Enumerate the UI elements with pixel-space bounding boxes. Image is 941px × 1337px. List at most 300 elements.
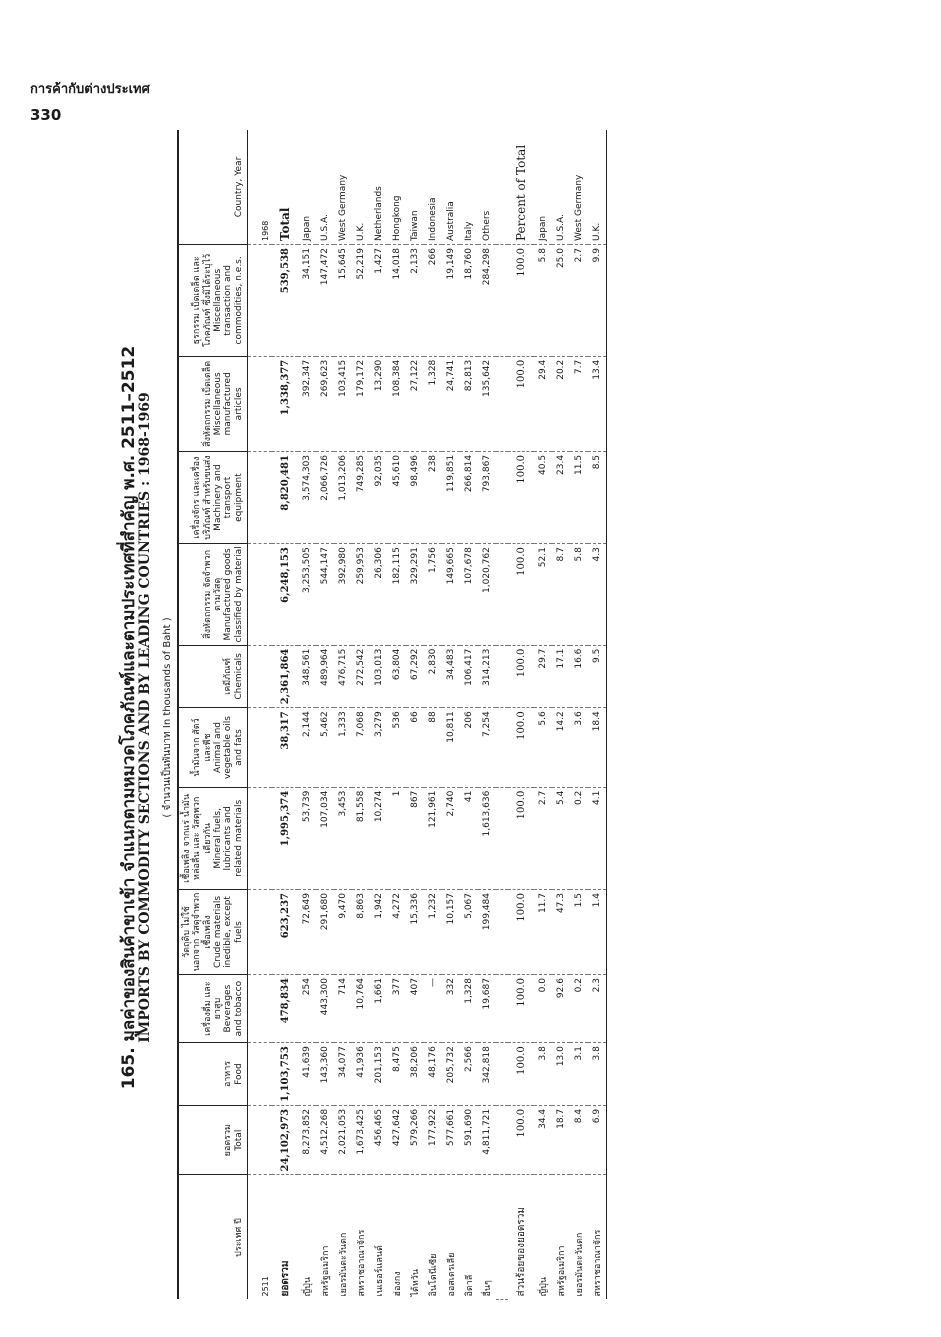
value-cell: 0.2 bbox=[570, 975, 588, 1043]
value-cell: 9,470 bbox=[334, 890, 352, 975]
column-header-1 bbox=[178, 1105, 248, 1175]
column-header-english: Chemicals bbox=[233, 653, 244, 700]
value-cell: 9.5 bbox=[588, 645, 607, 708]
value-cell: 5,067 bbox=[460, 890, 478, 975]
empty-cell bbox=[496, 787, 508, 889]
value-cell: 0.0 bbox=[534, 975, 552, 1043]
percent-row bbox=[552, 130, 570, 1300]
value-cell: 1,613,636 bbox=[478, 787, 496, 889]
value-cell: 489,964 bbox=[316, 645, 334, 708]
empty-cell bbox=[496, 544, 508, 645]
value-cell: 29.7 bbox=[534, 645, 552, 708]
value-cell: 8,475 bbox=[388, 1043, 406, 1106]
value-cell: 107,034 bbox=[316, 787, 334, 889]
percent-row bbox=[588, 130, 607, 1300]
value-cell: 1,013,206 bbox=[334, 451, 352, 543]
value-cell: 34,151 bbox=[298, 245, 316, 357]
value-cell: 392,980 bbox=[334, 544, 352, 645]
value-cell: 53,739 bbox=[298, 787, 316, 889]
empty-cell bbox=[248, 245, 273, 357]
value-cell: 100.0 bbox=[508, 1043, 534, 1106]
value-cell: 24,102,973 bbox=[272, 1105, 298, 1175]
value-cell: 536 bbox=[388, 708, 406, 787]
value-cell: 149,665 bbox=[442, 544, 460, 645]
value-cell: 9.9 bbox=[588, 245, 607, 357]
value-cell: 1,103,753 bbox=[272, 1043, 298, 1106]
value-cell: 392,347 bbox=[298, 356, 316, 451]
value-cell: 2.3 bbox=[588, 975, 607, 1043]
table-body bbox=[248, 130, 607, 1300]
row-label-english: Total bbox=[272, 130, 298, 245]
column-header-8 bbox=[178, 544, 248, 645]
value-cell: 72,649 bbox=[298, 890, 316, 975]
value-cell: 577,661 bbox=[442, 1105, 460, 1175]
percent-row bbox=[570, 130, 588, 1300]
column-header-english: Crude materials inedible, except fuels bbox=[213, 895, 244, 969]
column-header-10 bbox=[178, 356, 248, 451]
value-cell: 4,811,721 bbox=[478, 1105, 496, 1175]
value-cell: 103,013 bbox=[370, 645, 388, 708]
value-cell: 47.3 bbox=[552, 890, 570, 975]
value-cell: 103,415 bbox=[334, 356, 352, 451]
value-cell: 14.2 bbox=[552, 708, 570, 787]
page-number: 330 bbox=[30, 106, 62, 124]
value-cell: 11.7 bbox=[534, 890, 552, 975]
empty-cell bbox=[248, 356, 273, 451]
column-header-3 bbox=[178, 975, 248, 1043]
value-cell: 4,512,268 bbox=[316, 1105, 334, 1175]
value-cell: 147,472 bbox=[316, 245, 334, 357]
row-label-english: Australia bbox=[442, 130, 460, 245]
value-cell: 10,157 bbox=[442, 890, 460, 975]
value-cell: 10,274 bbox=[370, 787, 388, 889]
year-row bbox=[248, 130, 273, 1300]
column-header-thai: สิ่งหัตถกรรม จัดจำพวก ตามวัสดุ bbox=[202, 549, 224, 639]
value-cell: 26,306 bbox=[370, 544, 388, 645]
value-cell: 3,453 bbox=[334, 787, 352, 889]
column-header-9 bbox=[178, 451, 248, 543]
value-cell: 27,122 bbox=[406, 356, 424, 451]
value-cell: 1,756 bbox=[424, 544, 442, 645]
column-header-thai: ยอดรวม bbox=[223, 1124, 234, 1157]
table-row bbox=[388, 130, 406, 1300]
percent-total-row bbox=[508, 130, 534, 1300]
row-label-english: U.K. bbox=[588, 130, 607, 245]
value-cell: 10,811 bbox=[442, 708, 460, 787]
value-cell: 100.0 bbox=[508, 356, 534, 451]
row-label-english: Italy bbox=[460, 130, 478, 245]
column-header-thai: วัตถุดิบ ไม่ใช้ นอกจาก วัสดุจำพวก เชื้อเพลิง bbox=[182, 892, 213, 972]
column-header-row bbox=[178, 130, 248, 1300]
value-cell: 179,172 bbox=[352, 356, 370, 451]
value-cell: 82,813 bbox=[460, 356, 478, 451]
column-header-english: Manufactured goods classified by material bbox=[223, 546, 244, 643]
column-header-english: Machinery and transport equipment bbox=[213, 464, 244, 531]
row-label-thai: สหรัฐอเมริกา bbox=[557, 1245, 568, 1297]
value-cell: 1,232 bbox=[424, 890, 442, 975]
empty-cell bbox=[496, 890, 508, 975]
row-label-thai: ญี่ปุ่น bbox=[303, 1276, 314, 1297]
value-cell: 2,830 bbox=[424, 645, 442, 708]
value-cell: 539,538 bbox=[272, 245, 298, 357]
value-cell: 17.1 bbox=[552, 645, 570, 708]
row-label-thai: เยอรมันตะวันตก bbox=[575, 1232, 586, 1297]
column-header-thai: อาหาร bbox=[223, 1060, 234, 1088]
value-cell: 1,427 bbox=[370, 245, 388, 357]
column-header-english: Food bbox=[233, 1063, 244, 1085]
empty-cell bbox=[496, 245, 508, 357]
empty-cell bbox=[248, 787, 273, 889]
row-label-english: Taiwan bbox=[406, 130, 424, 245]
value-cell: 13.0 bbox=[552, 1043, 570, 1106]
value-cell: 100.0 bbox=[508, 1105, 534, 1175]
value-cell: — bbox=[424, 975, 442, 1043]
empty-cell bbox=[248, 1043, 273, 1106]
column-header-0 bbox=[178, 1175, 248, 1300]
value-cell: 108,384 bbox=[388, 356, 406, 451]
row-label-thai: ฮ่องกง bbox=[393, 1271, 404, 1297]
value-cell: 135,642 bbox=[478, 356, 496, 451]
column-header-thai: เคมีภัณฑ์ bbox=[223, 658, 234, 695]
value-cell: 66 bbox=[406, 708, 424, 787]
value-cell: 2,740 bbox=[442, 787, 460, 889]
value-cell: 143,360 bbox=[316, 1043, 334, 1106]
value-cell: 38,317 bbox=[272, 708, 298, 787]
row-label-english: U.S.A. bbox=[316, 130, 334, 245]
value-cell: 4,272 bbox=[388, 890, 406, 975]
value-cell: 38,206 bbox=[406, 1043, 424, 1106]
value-cell: 10,764 bbox=[352, 975, 370, 1043]
value-cell: 238 bbox=[424, 451, 442, 543]
value-cell: 41 bbox=[460, 787, 478, 889]
empty-cell bbox=[496, 1043, 508, 1106]
value-cell: 52,219 bbox=[352, 245, 370, 357]
value-cell: 5,462 bbox=[316, 708, 334, 787]
row-label-thai: สหรัฐอเมริกา bbox=[321, 1245, 332, 1297]
value-cell: 182,115 bbox=[388, 544, 406, 645]
value-cell: 100.0 bbox=[508, 787, 534, 889]
value-cell: 2.7 bbox=[534, 787, 552, 889]
value-cell: 8.7 bbox=[552, 544, 570, 645]
value-cell: 8,273,852 bbox=[298, 1105, 316, 1175]
value-cell: 7.7 bbox=[570, 356, 588, 451]
value-cell: 121,961 bbox=[424, 787, 442, 889]
empty-cell bbox=[248, 708, 273, 787]
value-cell: 3.8 bbox=[588, 1043, 607, 1106]
row-label-thai: เนเธอร์แลนด์ bbox=[375, 1245, 386, 1297]
value-cell: 29.4 bbox=[534, 356, 552, 451]
value-cell: 4.1 bbox=[588, 787, 607, 889]
column-header-english: Animal and vegetable oils and fats bbox=[213, 716, 244, 779]
column-header-english: Country, Year bbox=[233, 156, 244, 218]
value-cell: 119,851 bbox=[442, 451, 460, 543]
value-cell: 23.4 bbox=[552, 451, 570, 543]
row-label-english: Netherlands bbox=[370, 130, 388, 245]
value-cell: 7,068 bbox=[352, 708, 370, 787]
year-thai: 2511 bbox=[261, 1276, 271, 1297]
column-header-6 bbox=[178, 708, 248, 787]
value-cell: 92.6 bbox=[552, 975, 570, 1043]
value-cell: 100.0 bbox=[508, 708, 534, 787]
value-cell: 544,147 bbox=[316, 544, 334, 645]
value-cell: 3.6 bbox=[570, 708, 588, 787]
value-cell: 67,292 bbox=[406, 645, 424, 708]
value-cell: 443,300 bbox=[316, 975, 334, 1043]
empty-cell bbox=[496, 130, 508, 245]
value-cell: 5.4 bbox=[552, 787, 570, 889]
value-cell: 2.7 bbox=[570, 245, 588, 357]
value-cell: 284,298 bbox=[478, 245, 496, 357]
column-header-english: Miscellaneous manufactured articles bbox=[213, 372, 244, 436]
value-cell: 8.5 bbox=[588, 451, 607, 543]
row-label-thai: ส่วนร้อยของยอดรวม bbox=[515, 1207, 527, 1297]
value-cell: 100.0 bbox=[508, 645, 534, 708]
value-cell: 15,336 bbox=[406, 890, 424, 975]
value-cell: 2,361,864 bbox=[272, 645, 298, 708]
table-row bbox=[298, 130, 316, 1300]
value-cell: 1,328 bbox=[424, 356, 442, 451]
value-cell: 13,290 bbox=[370, 356, 388, 451]
row-label-english: U.S.A. bbox=[552, 130, 570, 245]
value-cell: 6,248,153 bbox=[272, 544, 298, 645]
value-cell: 52.1 bbox=[534, 544, 552, 645]
table-unit-note: ( จำนวนเป็นพันบาท In thousands of Baht ) bbox=[162, 617, 173, 818]
column-header-12 bbox=[178, 130, 248, 245]
row-label-thai: อินโดนีเซีย bbox=[429, 1253, 440, 1297]
value-cell: 314,213 bbox=[478, 645, 496, 708]
empty-cell bbox=[248, 451, 273, 543]
value-cell: 1,942 bbox=[370, 890, 388, 975]
value-cell: 106,417 bbox=[460, 645, 478, 708]
table-row bbox=[316, 130, 334, 1300]
table-title-thai: 165. มูลค่าของสินค้าขาเข้า จำแนกตามหมวดโภคภัณฑ์และตามประเทศที่สำคัญ พ.ศ. 2511–2512 bbox=[119, 345, 139, 1090]
value-cell: 25.0 bbox=[552, 245, 570, 357]
column-header-2 bbox=[178, 1043, 248, 1106]
empty-cell bbox=[248, 890, 273, 975]
empty-cell bbox=[496, 975, 508, 1043]
value-cell: 100.0 bbox=[508, 890, 534, 975]
value-cell: 4.3 bbox=[588, 544, 607, 645]
value-cell: 6.9 bbox=[588, 1105, 607, 1175]
table-row bbox=[424, 130, 442, 1300]
value-cell: 8,820,481 bbox=[272, 451, 298, 543]
row-label-thai: อื่นๆ bbox=[483, 1280, 494, 1297]
value-cell: 1,661 bbox=[370, 975, 388, 1043]
table-row bbox=[460, 130, 478, 1300]
table-row bbox=[370, 130, 388, 1300]
value-cell: 407 bbox=[406, 975, 424, 1043]
value-cell: 1,328 bbox=[460, 975, 478, 1043]
empty-cell bbox=[248, 544, 273, 645]
row-label-english: U.K. bbox=[352, 130, 370, 245]
value-cell: 1 bbox=[388, 787, 406, 889]
column-header-english: Total bbox=[233, 1129, 244, 1151]
table-title-english: IMPORTS BY COMMODITY SECTIONS AND BY LEADING COUNTRIES : 1968-1969 bbox=[137, 392, 153, 1043]
value-cell: 19,687 bbox=[478, 975, 496, 1043]
value-cell: 40.5 bbox=[534, 451, 552, 543]
value-cell: 329,291 bbox=[406, 544, 424, 645]
column-header-thai: น้ำมันจาก สัตว์และพืช bbox=[192, 718, 213, 777]
value-cell: 14,018 bbox=[388, 245, 406, 357]
value-cell: 88 bbox=[424, 708, 442, 787]
value-cell: 342,818 bbox=[478, 1043, 496, 1106]
value-cell: 2,133 bbox=[406, 245, 424, 357]
row-label-english: Japan bbox=[534, 130, 552, 245]
value-cell: 201,153 bbox=[370, 1043, 388, 1106]
column-header-thai: ธุรกรรม เบ็ดเตล็ด และโภคภัณฑ์ ซึ่งมิได้ระบุไว้ bbox=[192, 253, 213, 347]
row-label-thai: ญี่ปุ่น bbox=[539, 1276, 550, 1297]
value-cell: 3,574,303 bbox=[298, 451, 316, 543]
value-cell: 793,867 bbox=[478, 451, 496, 543]
empty-cell bbox=[496, 451, 508, 543]
value-cell: 7,254 bbox=[478, 708, 496, 787]
value-cell: 1,673,425 bbox=[352, 1105, 370, 1175]
value-cell: 272,542 bbox=[352, 645, 370, 708]
column-header-7 bbox=[178, 645, 248, 708]
value-cell: 20.2 bbox=[552, 356, 570, 451]
value-cell: 100.0 bbox=[508, 451, 534, 543]
value-cell: 13.4 bbox=[588, 356, 607, 451]
value-cell: 2,144 bbox=[298, 708, 316, 787]
value-cell: 24,741 bbox=[442, 356, 460, 451]
empty-cell bbox=[496, 708, 508, 787]
year-english: 1968 bbox=[248, 130, 273, 245]
row-label-english: Others bbox=[478, 130, 496, 245]
value-cell: 476,715 bbox=[334, 645, 352, 708]
spacer-row bbox=[496, 130, 508, 1300]
value-cell: 100.0 bbox=[508, 245, 534, 357]
value-cell: 623,237 bbox=[272, 890, 298, 975]
value-cell: 427,642 bbox=[388, 1105, 406, 1175]
row-label-english: Japan bbox=[298, 130, 316, 245]
value-cell: 5.8 bbox=[570, 544, 588, 645]
value-cell: 41,639 bbox=[298, 1043, 316, 1106]
value-cell: 5.6 bbox=[534, 708, 552, 787]
value-cell: 0.2 bbox=[570, 787, 588, 889]
value-cell: 1.4 bbox=[588, 890, 607, 975]
value-cell: 3.1 bbox=[570, 1043, 588, 1106]
value-cell: 456,465 bbox=[370, 1105, 388, 1175]
value-cell: 34,483 bbox=[442, 645, 460, 708]
value-cell: 266,814 bbox=[460, 451, 478, 543]
value-cell: 269,623 bbox=[316, 356, 334, 451]
row-label-thai: สหราชอาณาจักร bbox=[588, 1175, 607, 1300]
row-label-english: West Germany bbox=[334, 130, 352, 245]
value-cell: 3,279 bbox=[370, 708, 388, 787]
table-row bbox=[442, 130, 460, 1300]
value-cell: 1,333 bbox=[334, 708, 352, 787]
column-header-thai: เชื้อเพลิง จากแร่ น้ำมัน หล่อลื่น และ วัสดุพวกเดียวกัน bbox=[182, 793, 213, 883]
value-cell: 377 bbox=[388, 975, 406, 1043]
value-cell: 11.5 bbox=[570, 451, 588, 543]
value-cell: 41,936 bbox=[352, 1043, 370, 1106]
value-cell: 34.4 bbox=[534, 1105, 552, 1175]
value-cell: 8.4 bbox=[570, 1105, 588, 1175]
value-cell: 107,678 bbox=[460, 544, 478, 645]
value-cell: 2,566 bbox=[460, 1043, 478, 1106]
row-label-thai: ไต้หวัน bbox=[411, 1268, 422, 1297]
imports-table bbox=[177, 130, 607, 1300]
value-cell: 579,266 bbox=[406, 1105, 424, 1175]
value-cell: 98,496 bbox=[406, 451, 424, 543]
empty-cell bbox=[248, 975, 273, 1043]
value-cell: 206 bbox=[460, 708, 478, 787]
row-label-thai: ยอดรวม bbox=[279, 1260, 291, 1297]
column-header-thai: เครื่องดื่ม และยาสูบ bbox=[202, 981, 224, 1036]
value-cell: 332 bbox=[442, 975, 460, 1043]
row-label-english: West Germany bbox=[570, 130, 588, 245]
column-header-11 bbox=[178, 245, 248, 357]
column-header-thai: ประเทศ ปี bbox=[233, 1218, 244, 1257]
value-cell: 3,253,505 bbox=[298, 544, 316, 645]
value-cell: 478,834 bbox=[272, 975, 298, 1043]
value-cell: 254 bbox=[298, 975, 316, 1043]
section-header: การค้ากับต่างประเทศ bbox=[30, 82, 150, 97]
column-header-english: Miscellaneous transaction and commodities, n.e.s. bbox=[213, 256, 244, 345]
empty-cell bbox=[248, 645, 273, 708]
value-cell: 15,645 bbox=[334, 245, 352, 357]
column-header-4 bbox=[178, 890, 248, 975]
value-cell: 63,804 bbox=[388, 645, 406, 708]
value-cell: 2,066,726 bbox=[316, 451, 334, 543]
value-cell: 177,922 bbox=[424, 1105, 442, 1175]
value-cell: 591,690 bbox=[460, 1105, 478, 1175]
value-cell: 18,760 bbox=[460, 245, 478, 357]
value-cell: 714 bbox=[334, 975, 352, 1043]
table-row bbox=[406, 130, 424, 1300]
empty-cell bbox=[496, 356, 508, 451]
value-cell: 100.0 bbox=[508, 544, 534, 645]
value-cell: 266 bbox=[424, 245, 442, 357]
value-cell: 92,035 bbox=[370, 451, 388, 543]
column-header-english: Beverages and tobacco bbox=[223, 980, 244, 1037]
value-cell: 348,561 bbox=[298, 645, 316, 708]
value-cell: 1.5 bbox=[570, 890, 588, 975]
total-row bbox=[272, 130, 298, 1300]
value-cell: 18.7 bbox=[552, 1105, 570, 1175]
empty-cell bbox=[496, 645, 508, 708]
percent-row bbox=[534, 130, 552, 1300]
rotated-table-sheet bbox=[115, 130, 890, 1305]
row-label-thai: อิตาลี bbox=[465, 1274, 476, 1297]
value-cell: 16.6 bbox=[570, 645, 588, 708]
value-cell: 291,680 bbox=[316, 890, 334, 975]
value-cell: 1,020,762 bbox=[478, 544, 496, 645]
table-row bbox=[334, 130, 352, 1300]
value-cell: 205,732 bbox=[442, 1043, 460, 1106]
column-header-thai: เครื่องจักร และเครื่อง บริภัณฑ์ สำหรับขนส่ง bbox=[192, 455, 213, 540]
empty-cell bbox=[496, 1105, 508, 1175]
table-row bbox=[352, 130, 370, 1300]
value-cell: 48,176 bbox=[424, 1043, 442, 1106]
row-label-english: Hongkong bbox=[388, 130, 406, 245]
row-label-thai: สหราชอาณาจักร bbox=[357, 1229, 368, 1297]
value-cell: 100.0 bbox=[508, 975, 534, 1043]
value-cell: 19,149 bbox=[442, 245, 460, 357]
value-cell: 5.8 bbox=[534, 245, 552, 357]
column-header-english: Mineral fuels, lubricants and related materials bbox=[213, 799, 244, 877]
row-label-thai: ออสเตรเลีย bbox=[447, 1252, 458, 1297]
value-cell: 867 bbox=[406, 787, 424, 889]
value-cell: 18.4 bbox=[588, 708, 607, 787]
row-label-thai: เยอรมันตะวันตก bbox=[339, 1232, 350, 1297]
row-label-english: Percent of Total bbox=[508, 130, 534, 245]
value-cell: 749,285 bbox=[352, 451, 370, 543]
value-cell: 8,863 bbox=[352, 890, 370, 975]
column-header-5 bbox=[178, 787, 248, 889]
table-row bbox=[478, 130, 496, 1300]
value-cell: 3.8 bbox=[534, 1043, 552, 1106]
